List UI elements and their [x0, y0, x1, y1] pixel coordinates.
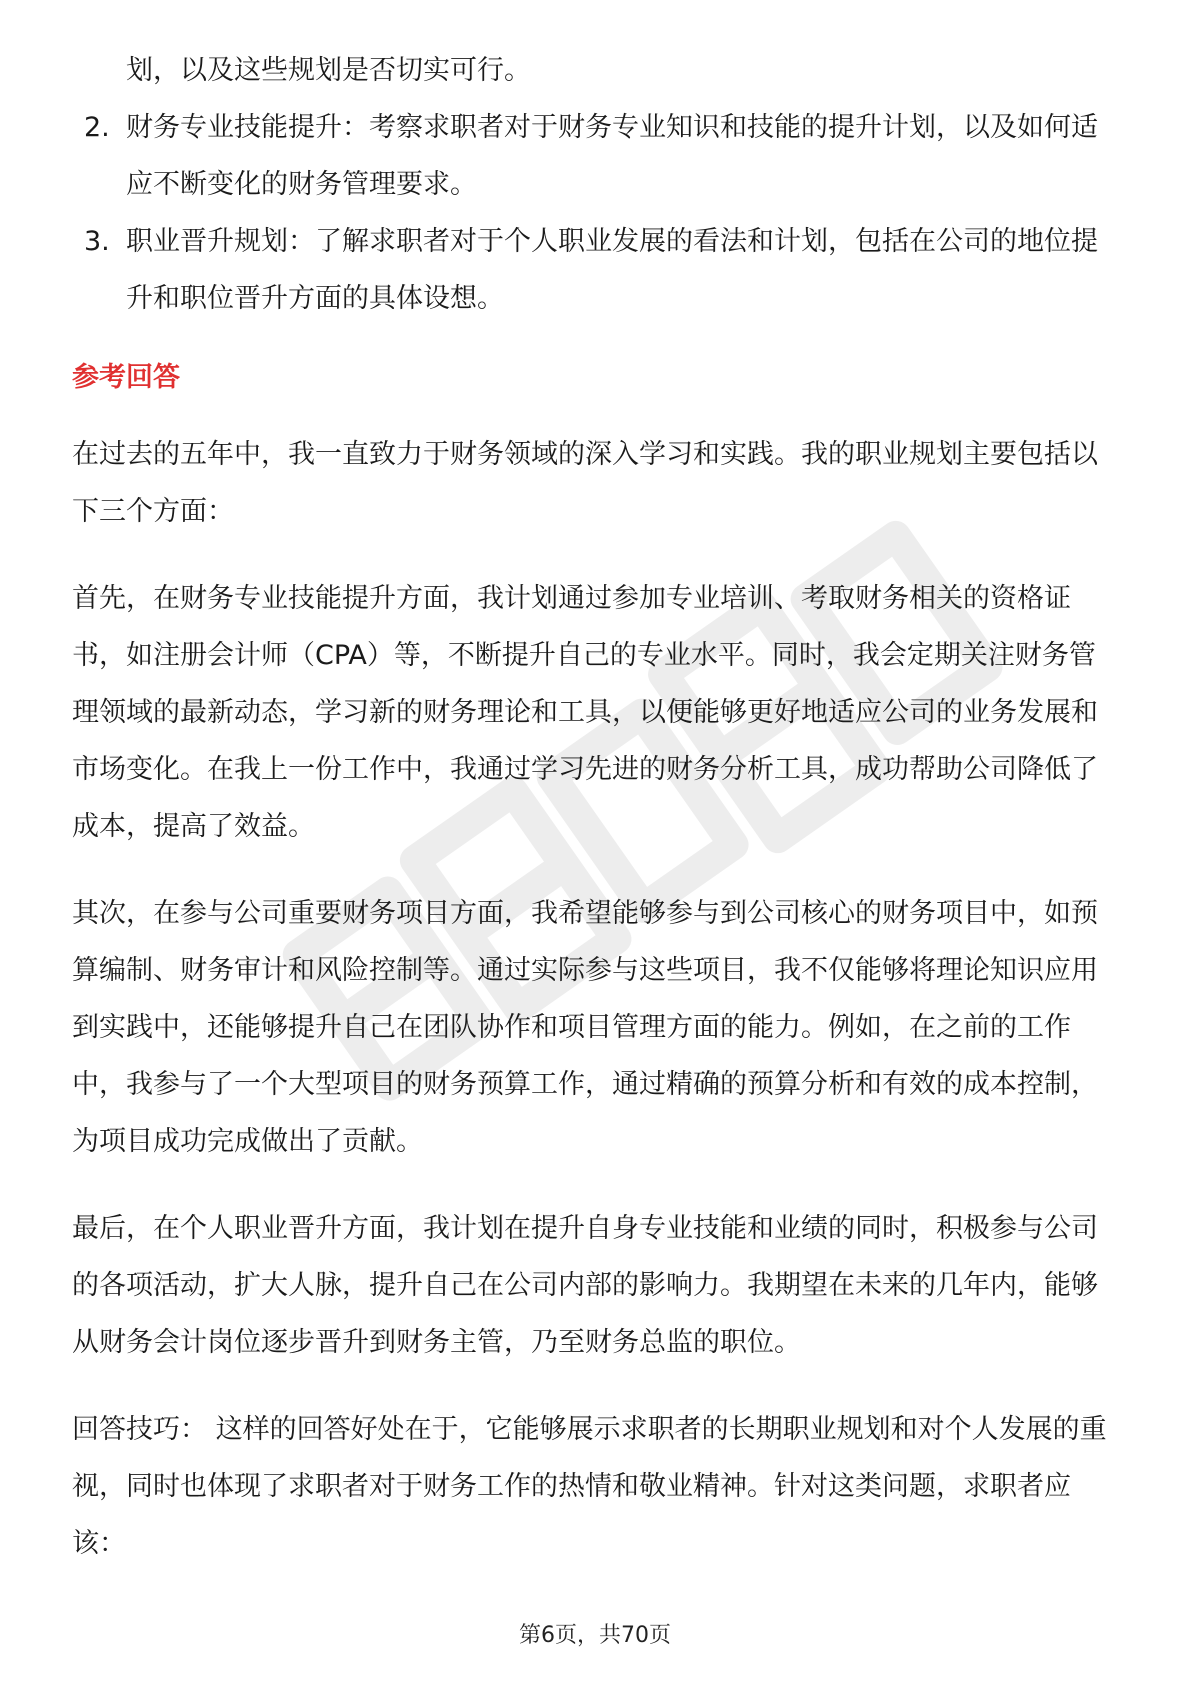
paragraph-second: 其次，在参与公司重要财务项目方面，我希望能够参与到公司核心的财务项目中，如预算编制、财务审计和风险控制等。通过实际参与这些项目，我不仅能够将理论知识应用到实践中，还能够提升自己在团队协作和项目管理方面的能力。例如，在之前的工作中，我参与了一个大型项目的财务预算工作，通过精确的预算分析和有效的成本控制，为项目成功完成做出了贡献。 — [72, 898, 1098, 1157]
list-number: 2. — [84, 112, 110, 143]
list-number: 3. — [84, 226, 110, 257]
paragraph-tips: 回答技巧： 这样的回答好处在于，它能够展示求职者的长期职业规划和对个人发展的重视，同时也体现了求职者对于财务工作的热情和敬业精神。针对这类问题，求职者应该： — [72, 1414, 1107, 1559]
main-content — [72, 42, 1122, 1602]
section-heading: 参考回答 — [72, 362, 180, 393]
list-text: 职业晋升规划：了解求职者对于个人职业发展的看法和计划，包括在公司的地位提升和职位晋升方面的具体设想。 — [126, 226, 1098, 314]
page-number-footer: 第6页，共70页 — [519, 1623, 671, 1648]
list-item-continuation: 划，以及这些规划是否切实可行。 — [126, 55, 531, 86]
paragraph-intro: 在过去的五年中，我一直致力于财务领域的深入学习和实践。我的职业规划主要包括以下三个方面： — [72, 439, 1098, 527]
paragraph-last: 最后，在个人职业晋升方面，我计划在提升自身专业技能和业绩的同时，积极参与公司的各项活动，扩大人脉，提升自己在公司内部的影响力。我期望在未来的几年内，能够从财务会计岗位逐步晋升到财务主管，乃至财务总监的职位。 — [72, 1213, 1098, 1358]
list-text: 财务专业技能提升：考察求职者对于财务专业知识和技能的提升计划，以及如何适应不断变化的财务管理要求。 — [126, 112, 1098, 200]
list-item — [72, 99, 1122, 213]
list-item — [72, 213, 1122, 327]
paragraph-first: 首先，在财务专业技能提升方面，我计划通过参加专业培训、考取财务相关的资格证书，如注册会计师（CPA）等，不断提升自己的专业水平。同时，我会定期关注财务管理领域的最新动态，学习新的财务理论和工具，以便能够更好地适应公司的业务发展和市场变化。在我上一份工作中，我通过学习先进的财务分析工具，成功帮助公司降低了成本，提高了效益。 — [72, 583, 1098, 842]
